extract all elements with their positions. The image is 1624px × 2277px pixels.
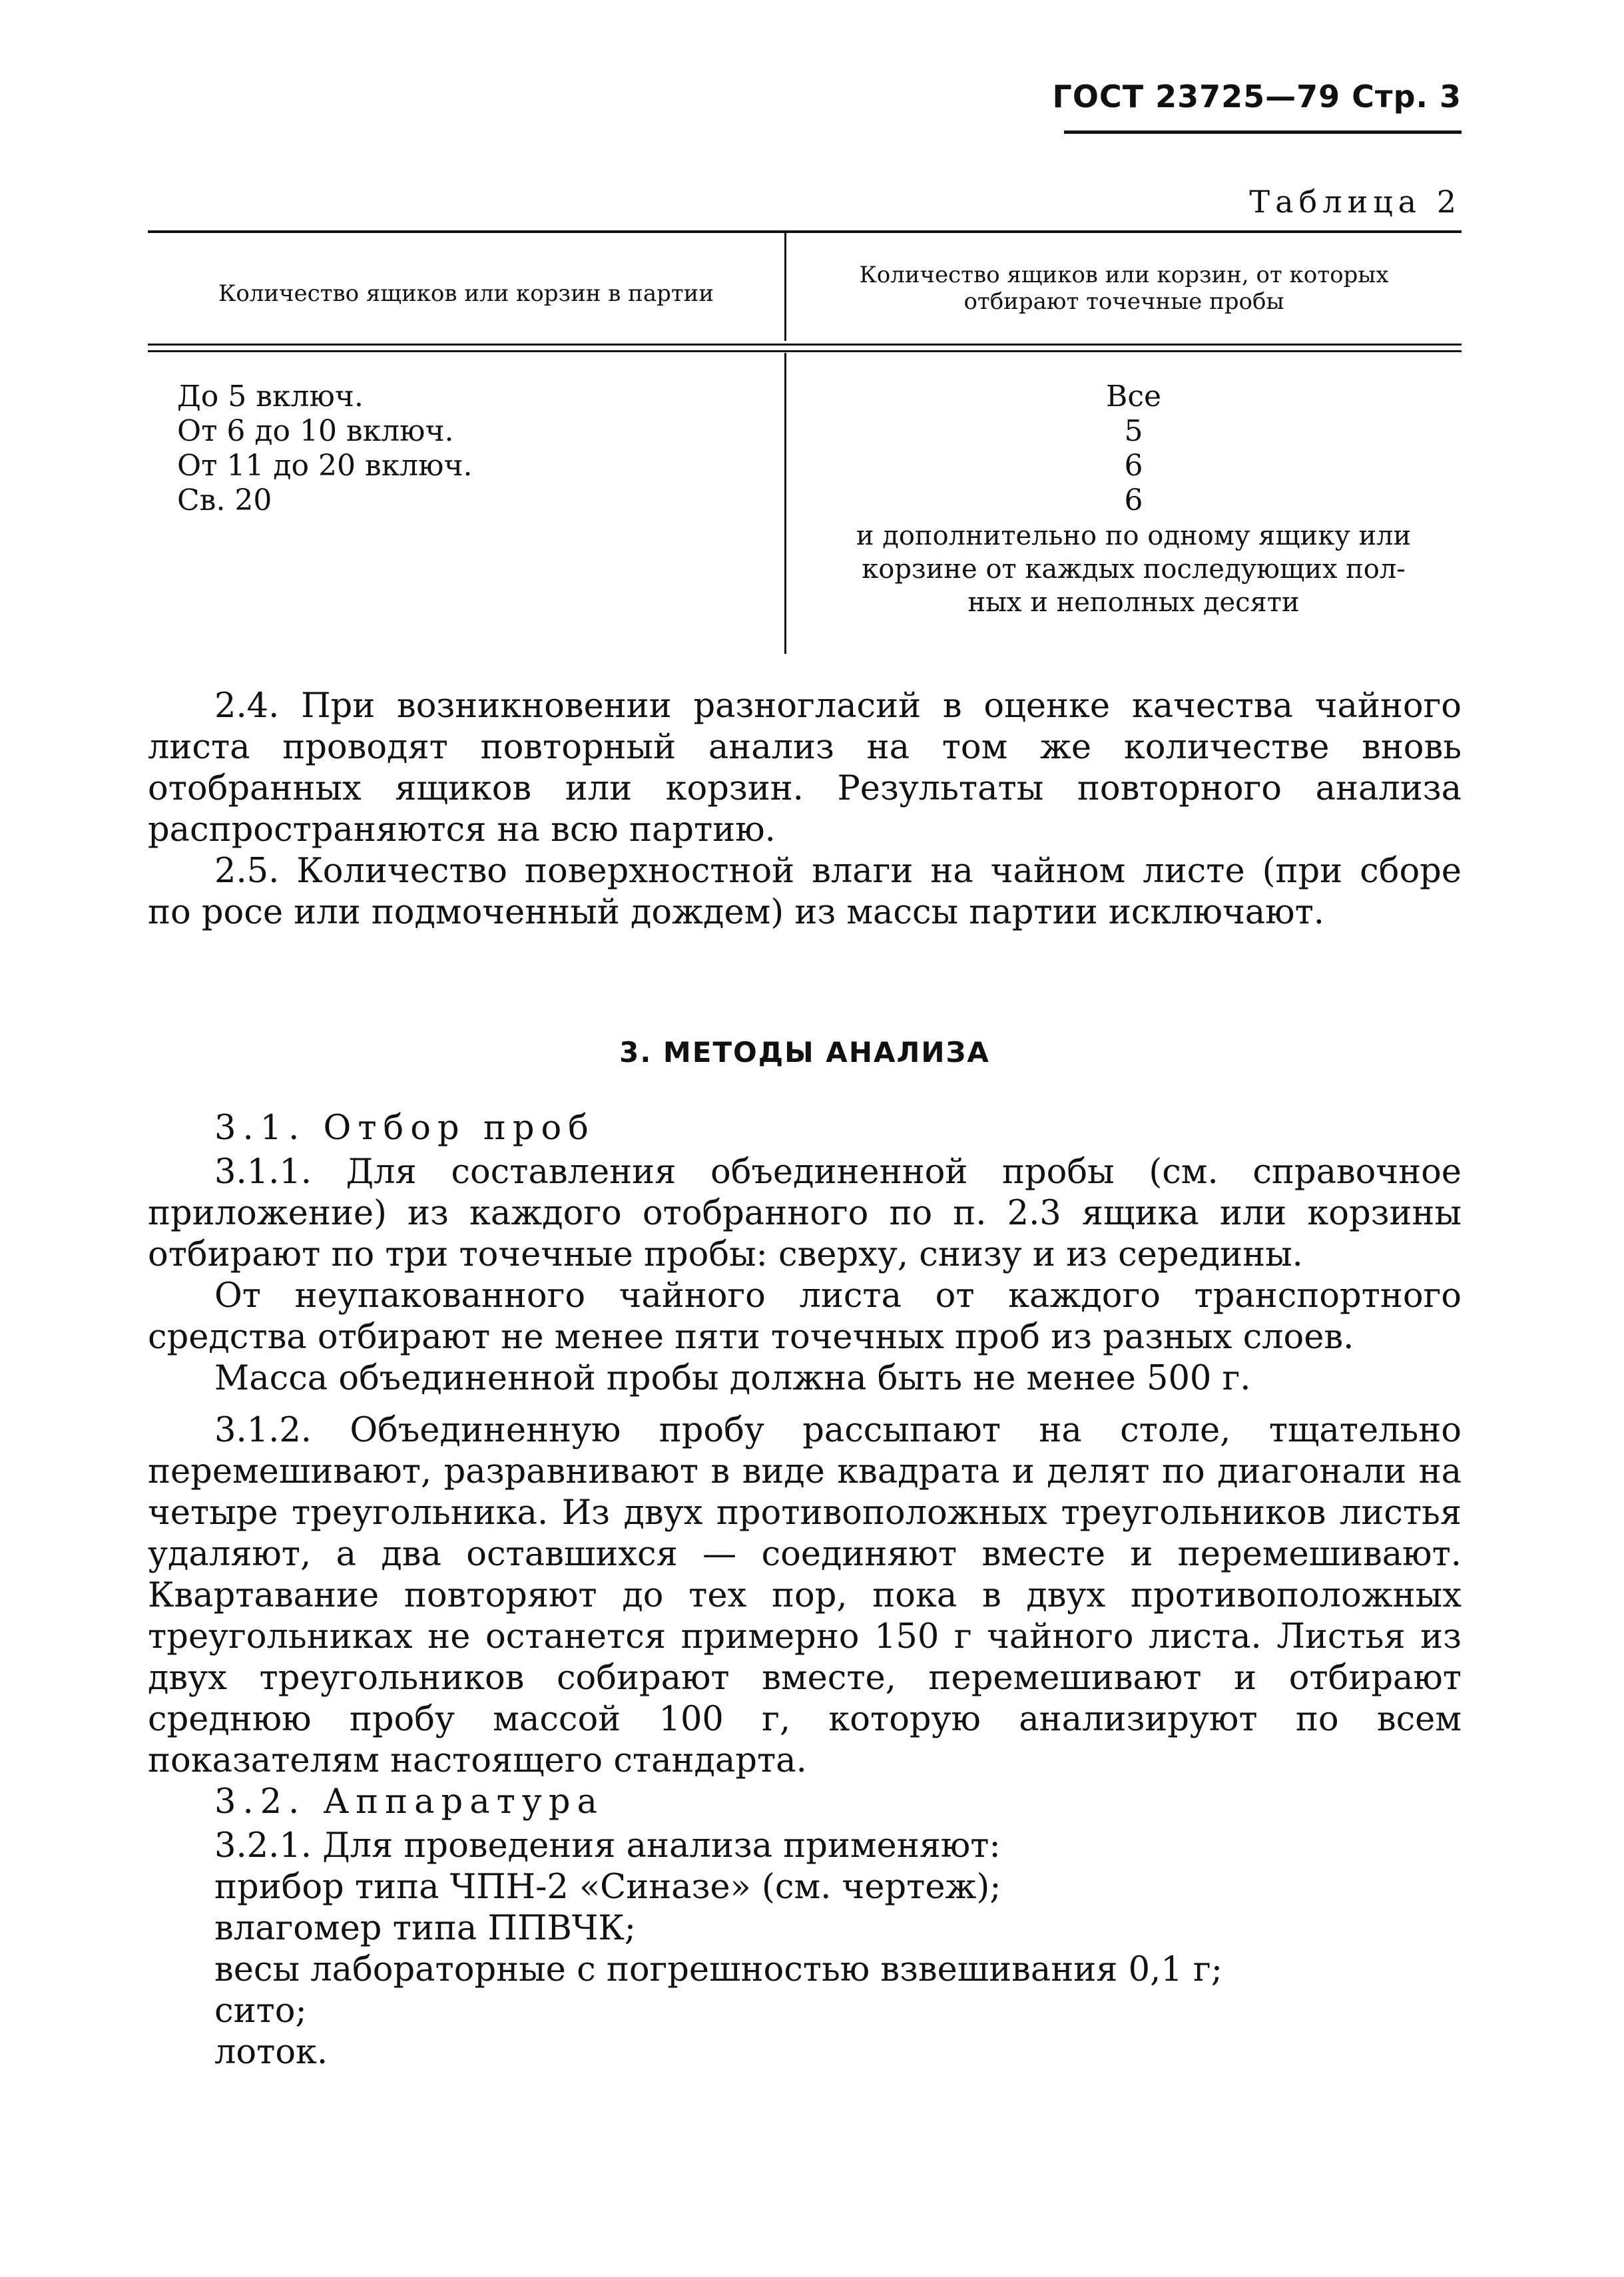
table-note-line: корзине от каждых последующих пол- <box>862 554 1406 585</box>
paragraph-2-5: 2.5. Количество поверхностной влаги на чайном листе (при сборе по росе или подмоченный дождем) из массы партии исключают. <box>148 852 1462 932</box>
paragraph-3-1-1: 3.1.1. Для составления объединенной пробы (см. справочное приложение) из каждого отобранного по п. 2.3 ящика или корзины отбирают по три точечные пробы: сверху, снизу и из середины. <box>148 1152 1462 1274</box>
list-item: лоток. <box>214 2033 328 2072</box>
table-row-right: 5 <box>1124 414 1143 448</box>
table-col2-header-line1: Количество ящиков или корзин, от которых <box>859 262 1389 288</box>
paragraph-3-2-1: 3.2.1. Для проведения анализа применяют: <box>214 1826 1001 1866</box>
subsection-heading-3-2: 3.2. Аппаратура <box>214 1782 604 1822</box>
list-item: прибор типа ЧПН-2 «Синазе» (см. чертеж); <box>214 1868 1001 1907</box>
table-row-right: 6 <box>1124 449 1143 483</box>
subsection-heading-3-1: 3.1. Отбор проб <box>214 1109 595 1148</box>
paragraph-3-1-1-b: От неупакованного чайного листа от каждого транспортного средства отбирают не менее пяти точечных проб из разных слоев. <box>148 1276 1462 1357</box>
table-col2-header-line2: отбирают точечные пробы <box>963 288 1284 315</box>
page-header: ГОСТ 23725—79 Стр. 3 <box>1052 79 1462 115</box>
paragraph-3-1-1-c: Масса объединенной пробы должна быть не менее 500 г. <box>214 1359 1251 1398</box>
table-row-right: Все <box>1105 380 1161 413</box>
table-note-line: ных и неполных десяти <box>967 587 1300 618</box>
table-body-divider <box>784 353 786 654</box>
list-item: сито; <box>214 1991 307 2031</box>
table-caption: Таблица 2 <box>1249 184 1462 220</box>
table-row-left: Св. 20 <box>177 483 272 517</box>
table-note-line: и дополнительно по одному ящику или <box>856 521 1412 551</box>
list-item: влагомер типа ППВЧК; <box>214 1909 636 1948</box>
table-col1-header: Количество ящиков или корзин в партии <box>218 280 714 307</box>
table-header-rule-2 <box>148 350 1462 352</box>
paragraph-2-4: 2.4. При возникновении разногласий в оценке качества чайного листа проводят повторный анализ на том же количестве вновь отобранных ящиков или корзин. Результаты повторного анализа распространяются на всю партию. <box>148 686 1462 850</box>
table-row-left: До 5 включ. <box>177 380 364 413</box>
table-header-rule-1 <box>148 344 1462 346</box>
table-row-left: От 6 до 10 включ. <box>177 414 454 448</box>
table-top-rule <box>148 230 1462 233</box>
header-rule <box>1064 130 1462 134</box>
table-row-left: От 11 до 20 включ. <box>177 449 473 483</box>
section-title: 3. МЕТОДЫ АНАЛИЗА <box>619 1036 990 1069</box>
table-row-right: 6 <box>1124 483 1143 517</box>
list-item: весы лабораторные с погрешностью взвешивания 0,1 г; <box>214 1950 1222 1989</box>
paragraph-3-1-2: 3.1.2. Объединенную пробу рассыпают на столе, тщательно перемешивают, разравнивают в виде квадрата и делят по диагонали на четыре треугольника. Из двух противоположных треугольников листья удаляют, а два оставшихся — соединяют вместе и перемешивают. Квартавание повторяют до тех пор, пока в двух противоположных треугольниках не останется примерно 150 г чайного листа. Листья из двух треугольников собирают вместе, перемешивают и отбирают среднюю пробу массой 100 г, которую анализируют по всем показателям настоящего стандарта. <box>148 1411 1462 1780</box>
